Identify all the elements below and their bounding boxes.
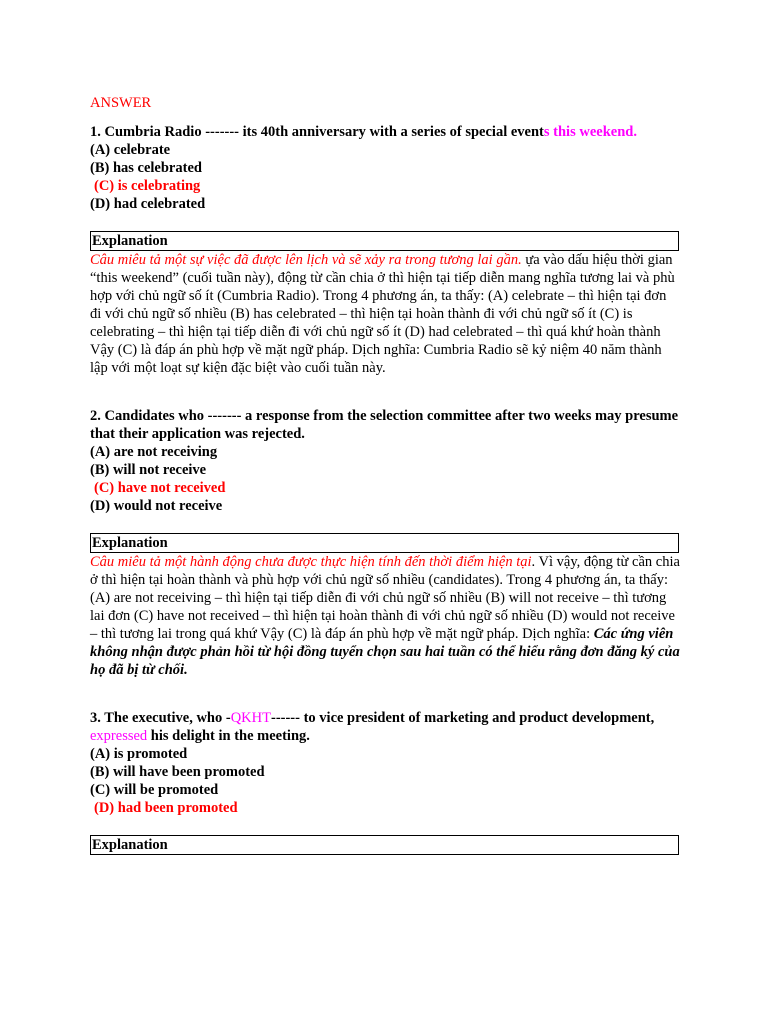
q1-explanation-rest: ựa vào dấu hiệu thời gian “this weekend” (cuối tuần này), động từ cần chia ở thì hiện tại tiếp diễn mang nghĩa tương lai và phù hợp với chủ ngữ số ít (Cumbria Radio). Trong 4 phương án, ta thấy: (A) celebrate – thì hiện tại đơn đi với chủ ngữ số nhiều (B) has celebrated – thì hiện tại hoàn thành đi với chủ ngữ số ít (C) is celebrating – thì hiện tại tiếp diễn đi với chủ ngữ số ít (D) had celebrated – thì quá khứ hoàn thành Vậy (C) là đáp án phù hợp về mặt ngữ pháp. Dịch nghĩa: Cumbria Radio sẽ kỷ niệm 40 năm thành lập với một loạt sự kiện đặc biệt vào cuối tuần này.: [90, 252, 675, 376]
q1-option-b: (B) has celebrated: [90, 160, 202, 176]
question-2: [90, 407, 680, 679]
q3-option-b: (B) will have been promoted: [90, 764, 265, 780]
q2-translation: Các ứng viên không nhận được phản hồi từ hội đồng tuyển chọn sau hai tuần có thể hiểu rằng đơn đăng ký của họ đã bị từ chối.: [90, 626, 680, 678]
q1-option-d: (D) had celebrated: [90, 196, 206, 212]
q2-option-d: (D) would not receive: [90, 498, 223, 514]
q3-option-d-correct: (D) had been promoted: [94, 800, 238, 816]
question-3-expressed: expressed: [90, 728, 148, 744]
q2-option-a: (A) are not receiving: [90, 444, 218, 460]
q1-explanation-label: Explanation: [90, 231, 679, 251]
question-1-text-main: 1. Cumbria Radio ------- its 40th anniversary with a series of special event: [90, 124, 544, 140]
q3-option-c: (C) will be promoted: [90, 782, 219, 798]
q3-option-a: (A) is promoted: [90, 746, 188, 762]
question-3-text-a: 3. The executive, who -: [90, 710, 231, 726]
q1-option-a: (A) celebrate: [90, 142, 171, 158]
q1-option-c-correct: (C) is celebrating: [94, 178, 201, 194]
q3-explanation-label: Explanation: [90, 835, 679, 855]
q2-explanation-red: Câu miêu tả một hành động chưa được thực hiện tính đến thời điểm hiện tại: [90, 554, 532, 570]
question-3-text-c: his delight in the meeting.: [147, 728, 310, 744]
question-1-highlight: s this weekend.: [543, 124, 637, 140]
q2-explanation-label: Explanation: [90, 533, 679, 553]
question-3-text: [90, 709, 680, 745]
question-3-tag: QKHT: [230, 710, 271, 726]
q2-option-b: (B) will not receive: [90, 462, 207, 478]
question-3: [90, 709, 680, 855]
q2-option-c-correct: (C) have not received: [94, 480, 226, 496]
answer-heading: ANSWER: [90, 95, 152, 111]
q2-explanation-rest: . Vì vậy, động từ cần chia ở thì hiện tại hoàn thành và phù hợp với chủ ngữ số nhiều (candidates). Trong 4 phương án, ta thấy: (A) are not receiving – thì hiện tại tiếp diễn đi với chủ ngữ số nhiều (B) will not receive – thì tương lai đơn (C) have not received – thì hiện tại hoàn thành đi với chủ ngữ số nhiều (D) would not receive – thì tương lai trong quá khứ Vậy (C) là đáp án phù hợp về mặt ngữ pháp. Dịch nghĩa:: [90, 554, 680, 642]
question-1-text: [90, 123, 680, 141]
question-2-text: 2. Candidates who ------- a response from the selection committee after two weeks may presume that their application was rejected.: [90, 408, 679, 442]
q2-explanation-text: [90, 553, 680, 679]
question-3-text-b: ------ to vice president of marketing and product development,: [270, 710, 655, 726]
q1-explanation-text: [90, 251, 680, 377]
question-1: [90, 123, 680, 377]
q1-explanation-red: Câu miêu tả một sự việc đã được lên lịch và sẽ xảy ra trong tương lai gần.: [90, 252, 522, 268]
document-page: [90, 94, 680, 855]
